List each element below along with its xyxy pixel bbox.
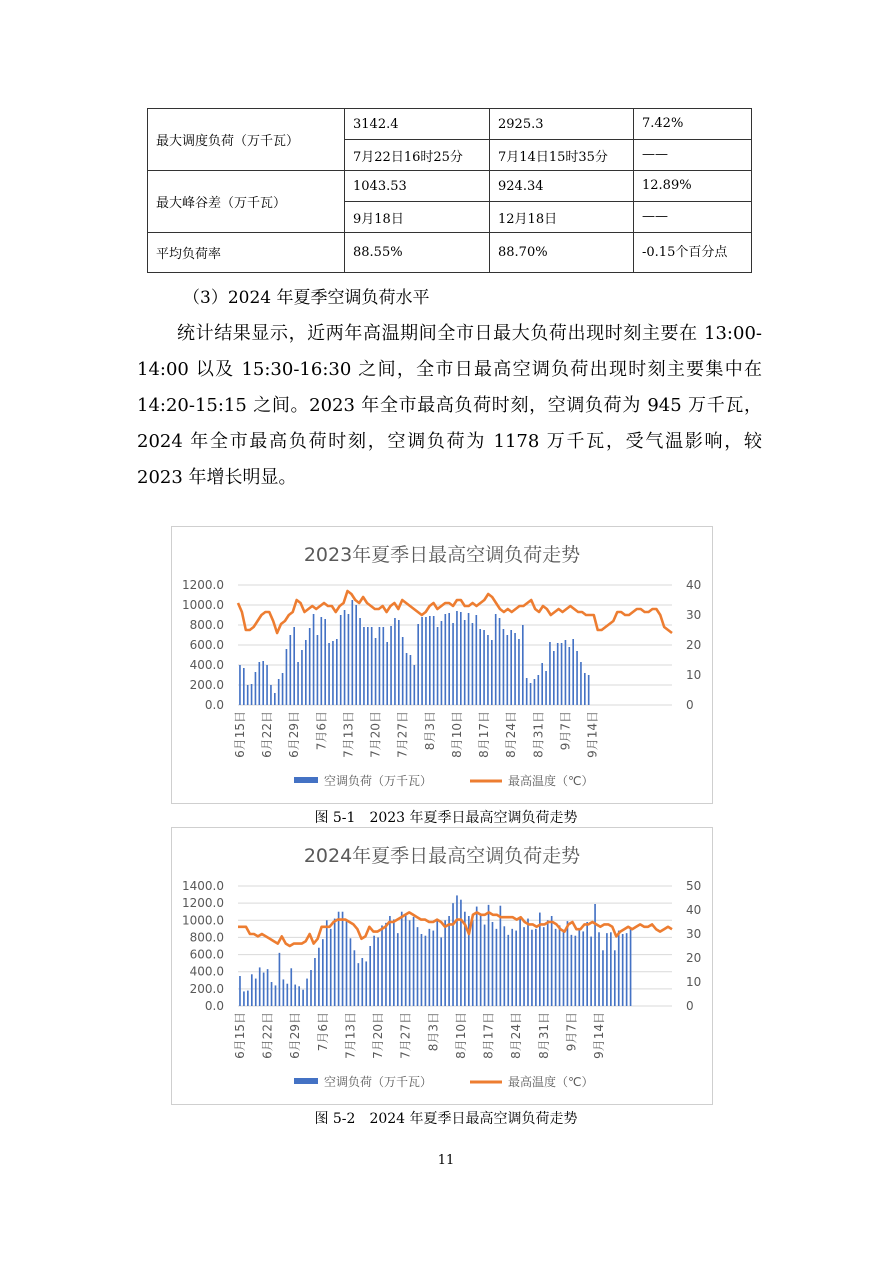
bar-mark xyxy=(488,905,490,1006)
bar-mark xyxy=(452,623,454,705)
table-row xyxy=(148,109,752,140)
bar-mark xyxy=(317,635,319,705)
x-tick-label: 8月17日 xyxy=(481,1012,496,1059)
bar-mark xyxy=(359,618,361,705)
y-left-tick-label: 0.0 xyxy=(204,698,224,712)
x-tick-label: 8月31日 xyxy=(531,711,546,758)
bar-mark xyxy=(301,650,303,705)
bar-mark xyxy=(598,932,600,1006)
bar-mark xyxy=(355,605,357,705)
bar-mark xyxy=(330,929,332,1006)
bar-mark xyxy=(495,614,497,705)
bar-mark xyxy=(239,976,241,1006)
x-tick-label: 8月3日 xyxy=(426,1012,441,1052)
bar-mark xyxy=(464,620,466,705)
bar-mark xyxy=(286,984,288,1006)
y-right-tick-label: 30 xyxy=(686,927,702,941)
y-right-tick-label: 20 xyxy=(686,638,702,652)
y-right-tick-label: 0 xyxy=(686,999,694,1013)
bar-mark xyxy=(551,916,553,1006)
bar-mark xyxy=(630,929,632,1006)
x-tick-label: 7月27日 xyxy=(395,711,410,758)
x-tick-label: 8月3日 xyxy=(422,711,437,751)
x-tick-label: 7月27日 xyxy=(398,1012,413,1059)
bar-mark xyxy=(243,668,245,705)
bar-mark xyxy=(602,950,604,1006)
bar-mark xyxy=(340,615,342,705)
bar-mark xyxy=(421,934,423,1006)
x-tick-label: 6月29日 xyxy=(287,711,302,758)
bar-mark xyxy=(580,662,582,705)
bar-mark xyxy=(432,931,434,1006)
bar-mark xyxy=(324,619,326,705)
bar-mark xyxy=(358,963,360,1006)
x-tick-label: 7月6日 xyxy=(314,711,329,751)
bar-mark xyxy=(290,968,292,1006)
bar-mark xyxy=(402,637,404,705)
chart-2024 xyxy=(171,827,713,1105)
bar-mark xyxy=(518,639,520,705)
bar-mark xyxy=(267,969,269,1006)
bar-mark xyxy=(571,935,573,1006)
bar-mark xyxy=(239,665,241,705)
bar-mark xyxy=(377,937,379,1006)
bar-mark xyxy=(567,921,569,1006)
bar-mark xyxy=(535,929,537,1006)
bar-mark xyxy=(302,990,304,1006)
bar-mark xyxy=(500,906,502,1006)
bar-mark xyxy=(305,640,307,705)
chart-2024-svg xyxy=(172,828,712,1104)
y-left-tick-label: 0.0 xyxy=(204,999,224,1013)
bar-mark xyxy=(547,920,549,1006)
table-cell: 7.42% xyxy=(634,109,752,140)
bar-mark xyxy=(543,927,545,1006)
bar-mark xyxy=(527,919,529,1006)
bar-mark xyxy=(563,931,565,1006)
bar-mark xyxy=(526,678,528,705)
bar-mark xyxy=(531,930,533,1006)
bar-mark xyxy=(320,617,322,705)
x-tick-label: 6月29日 xyxy=(288,1012,303,1059)
bar-mark xyxy=(553,651,555,705)
table-cell: 12月18日 xyxy=(490,202,634,233)
bar-mark xyxy=(313,614,315,705)
table-cell: —— xyxy=(634,140,752,171)
y-right-tick-label: 40 xyxy=(686,903,702,917)
bar-mark xyxy=(522,625,524,705)
x-tick-label: 6月15日 xyxy=(232,711,247,758)
page-number: 11 xyxy=(437,1153,455,1168)
bar-mark xyxy=(578,929,580,1006)
x-tick-label: 8月17日 xyxy=(477,711,492,758)
bar-mark xyxy=(309,628,311,705)
bar-mark xyxy=(614,950,616,1006)
bar-mark xyxy=(491,640,493,705)
bar-mark xyxy=(283,979,285,1006)
bar-mark xyxy=(610,932,612,1006)
x-tick-label: 8月31日 xyxy=(536,1012,551,1059)
bar-mark xyxy=(298,986,300,1006)
bar-mark xyxy=(559,925,561,1006)
bar-mark xyxy=(484,925,486,1006)
bar-mark xyxy=(530,683,532,705)
table-cell: 1043.53 xyxy=(345,171,490,202)
row-label: 最大调度负荷（万千瓦） xyxy=(148,109,345,171)
table-cell: 3142.4 xyxy=(345,109,490,140)
bar-mark xyxy=(496,929,498,1006)
bar-mark xyxy=(282,673,284,705)
bar-mark xyxy=(409,920,411,1006)
bar-mark xyxy=(286,649,288,705)
y-left-tick-label: 400.0 xyxy=(189,964,224,979)
x-tick-label: 9月14日 xyxy=(585,711,600,758)
legend-label-temperature: 最高温度（℃） xyxy=(508,1075,594,1089)
bar-mark xyxy=(444,614,446,705)
bar-mark xyxy=(541,663,543,705)
bar-mark xyxy=(584,673,586,705)
bar-mark xyxy=(425,936,427,1006)
y-right-tick-label: 30 xyxy=(686,608,702,622)
y-right-tick-label: 10 xyxy=(686,975,702,989)
chart-title: 2023年夏季日最高空调负荷走势 xyxy=(303,544,581,566)
bar-mark xyxy=(575,936,577,1006)
bar-mark xyxy=(369,946,371,1006)
x-tick-label: 7月13日 xyxy=(343,1012,358,1059)
bar-mark xyxy=(503,629,505,705)
bar-mark xyxy=(243,991,245,1006)
bar-mark xyxy=(452,903,454,1006)
bar-mark xyxy=(318,948,320,1006)
table-row xyxy=(148,233,752,273)
row-label: 平均负荷率 xyxy=(148,233,345,273)
y-right-tick-label: 20 xyxy=(686,951,702,965)
bar-mark xyxy=(397,933,399,1006)
bar-mark xyxy=(310,970,312,1006)
bar-mark xyxy=(413,917,415,1006)
bar-mark xyxy=(344,610,346,705)
bar-mark xyxy=(361,958,363,1006)
bar-mark xyxy=(348,614,350,705)
bar-mark xyxy=(367,627,369,705)
bar-mark xyxy=(328,643,330,705)
bar-mark xyxy=(271,982,273,1006)
bar-mark xyxy=(436,920,438,1006)
bar-mark xyxy=(429,616,431,705)
bar-mark xyxy=(365,961,367,1006)
bar-mark xyxy=(342,912,344,1006)
bar-mark xyxy=(338,912,340,1006)
bar-mark xyxy=(534,679,536,705)
bar-mark xyxy=(606,933,608,1006)
body-paragraph: 统计结果显示，近两年高温期间全市日最大负荷出现时刻主要在 13:00-14:00 以及 15:30-16:30 之间，全市日最高空调负荷出现时刻主要集中在 14:20-15:15 之间。2023 年全市最高负荷时刻，空调负荷为 945 万千瓦，2024 年全市最高负荷时刻，空调负荷为 1178 万千瓦，受气温影响，较 2023 年增长明显。 xyxy=(137,323,762,488)
section-heading: （3）2024 年夏季空调负荷水平 xyxy=(183,288,430,308)
bar-mark xyxy=(375,638,377,705)
bar-mark xyxy=(394,618,396,705)
bar-mark xyxy=(511,929,513,1006)
bar-mark xyxy=(499,618,501,705)
bar-mark xyxy=(351,600,353,705)
y-left-tick-label: 1400.0 xyxy=(182,879,224,893)
bar-mark xyxy=(247,991,249,1006)
bar-mark xyxy=(476,907,478,1006)
bar-mark xyxy=(590,937,592,1006)
bar-mark xyxy=(523,927,525,1006)
bar-mark xyxy=(332,641,334,705)
legend-label-load: 空调负荷（万千瓦） xyxy=(324,774,433,788)
chart-2023-svg xyxy=(172,527,712,803)
bar-mark xyxy=(262,661,264,705)
bar-mark xyxy=(258,662,260,705)
bar-mark xyxy=(336,639,338,705)
bar-mark xyxy=(251,684,253,705)
bar-mark xyxy=(275,985,277,1006)
y-left-tick-label: 400.0 xyxy=(189,658,224,672)
bar-mark xyxy=(350,938,352,1006)
bar-mark xyxy=(456,611,458,705)
x-tick-label: 6月22日 xyxy=(260,1012,275,1059)
figure-caption-5-1: 图 5-1 2023 年夏季日最高空调负荷走势 xyxy=(314,810,578,826)
bar-mark xyxy=(417,927,419,1006)
table-cell: —— xyxy=(634,202,752,233)
bar-mark xyxy=(386,642,388,705)
bar-mark xyxy=(475,615,477,705)
x-tick-label: 7月6日 xyxy=(315,1012,330,1052)
bar-mark xyxy=(425,617,427,705)
bar-mark xyxy=(568,647,570,705)
bar-mark xyxy=(537,675,539,705)
table-cell: 88.55% xyxy=(345,233,490,273)
bar-mark xyxy=(389,916,391,1006)
bar-mark xyxy=(382,627,384,705)
x-tick-label: 9月7日 xyxy=(564,1012,579,1052)
table-cell: 9月18日 xyxy=(345,202,490,233)
bar-mark xyxy=(354,950,356,1006)
y-left-tick-label: 1200.0 xyxy=(182,896,224,911)
x-tick-label: 7月13日 xyxy=(341,711,356,758)
x-tick-label: 8月24日 xyxy=(504,711,519,758)
y-left-tick-label: 1000.0 xyxy=(182,598,224,612)
bar-mark xyxy=(322,939,324,1006)
bar-mark xyxy=(406,653,408,705)
bar-mark xyxy=(456,895,458,1006)
bar-mark xyxy=(401,912,403,1006)
y-left-tick-label: 1000.0 xyxy=(182,913,224,928)
y-left-tick-label: 600.0 xyxy=(189,638,224,652)
chart-title: 2024年夏季日最高空调负荷走势 xyxy=(303,845,581,867)
bar-mark xyxy=(390,626,392,705)
bar-mark xyxy=(510,630,512,705)
bar-mark xyxy=(429,929,431,1006)
row-label: 最大峰谷差（万千瓦） xyxy=(148,171,345,233)
y-left-tick-label: 1200.0 xyxy=(182,578,224,592)
bar-mark xyxy=(417,624,419,705)
bar-mark xyxy=(293,627,295,705)
bar-mark xyxy=(413,665,415,705)
y-right-tick-label: 0 xyxy=(686,698,694,712)
legend-swatch-load xyxy=(294,1078,318,1084)
temperature-line xyxy=(238,591,672,633)
bar-mark xyxy=(421,617,423,705)
table-cell: 7月22日16时25分 xyxy=(345,140,490,171)
bar-mark xyxy=(576,651,578,705)
bar-mark xyxy=(572,639,574,705)
x-tick-label: 9月7日 xyxy=(558,711,573,751)
bar-mark xyxy=(410,655,412,705)
bar-mark xyxy=(479,629,481,705)
table-cell: -0.15个百分点 xyxy=(634,233,752,273)
y-left-tick-label: 800.0 xyxy=(189,930,224,945)
bar-mark xyxy=(278,679,280,705)
bar-mark xyxy=(460,900,462,1006)
bar-mark xyxy=(545,671,547,705)
bar-mark xyxy=(480,913,482,1006)
bar-mark xyxy=(373,936,375,1006)
chart-2023 xyxy=(171,526,713,804)
table-cell: 2925.3 xyxy=(490,109,634,140)
bar-mark xyxy=(506,635,508,705)
y-left-tick-label: 200.0 xyxy=(189,678,224,692)
x-tick-label: 9月14日 xyxy=(592,1012,607,1059)
x-tick-label: 7月20日 xyxy=(368,711,383,758)
bar-mark xyxy=(437,627,439,705)
bar-mark xyxy=(294,985,296,1006)
bar-mark xyxy=(306,979,308,1006)
table-cell: 7月14日15时35分 xyxy=(490,140,634,171)
x-tick-label: 6月22日 xyxy=(260,711,275,758)
bar-mark xyxy=(460,612,462,705)
bar-mark xyxy=(263,973,265,1006)
bar-mark xyxy=(381,925,383,1006)
bar-mark xyxy=(398,620,400,705)
bar-mark xyxy=(487,635,489,705)
bar-mark xyxy=(371,627,373,705)
bar-mark xyxy=(334,919,336,1006)
bar-mark xyxy=(274,693,276,705)
bar-mark xyxy=(255,672,257,705)
x-tick-label: 8月24日 xyxy=(509,1012,524,1059)
bar-mark xyxy=(555,929,557,1006)
y-left-tick-label: 800.0 xyxy=(189,618,224,632)
x-tick-label: 7月20日 xyxy=(371,1012,386,1059)
bar-mark xyxy=(441,621,443,705)
legend-label-temperature: 最高温度（℃） xyxy=(508,774,594,788)
bar-mark xyxy=(255,979,257,1006)
table-cell: 88.70% xyxy=(490,233,634,273)
bar-mark xyxy=(468,613,470,705)
bar-mark xyxy=(622,934,624,1006)
bar-mark xyxy=(515,931,517,1006)
y-right-tick-label: 10 xyxy=(686,668,702,682)
bar-mark xyxy=(626,933,628,1006)
bar-mark xyxy=(363,627,365,705)
bar-mark xyxy=(582,931,584,1006)
bar-mark xyxy=(448,613,450,705)
bar-mark xyxy=(549,642,551,705)
bar-mark xyxy=(448,916,450,1006)
bar-mark xyxy=(251,974,253,1006)
bar-mark xyxy=(266,665,268,705)
bar-mark xyxy=(492,922,494,1006)
bar-mark xyxy=(519,919,521,1006)
bar-mark xyxy=(405,915,407,1006)
table-cell: 924.34 xyxy=(490,171,634,202)
y-right-tick-label: 40 xyxy=(686,578,702,592)
legend-label-load: 空调负荷（万千瓦） xyxy=(324,1075,433,1089)
bar-mark xyxy=(289,635,291,705)
x-tick-label: 6月15日 xyxy=(232,1012,247,1059)
legend-swatch-load xyxy=(294,777,318,783)
bar-mark xyxy=(594,904,596,1006)
bar-mark xyxy=(433,616,435,705)
bar-mark xyxy=(379,627,381,705)
y-right-tick-label: 50 xyxy=(686,879,702,893)
bar-mark xyxy=(586,922,588,1006)
y-left-tick-label: 600.0 xyxy=(189,947,224,962)
x-tick-label: 8月10日 xyxy=(453,1012,468,1059)
bar-mark xyxy=(514,633,516,705)
bar-mark xyxy=(393,919,395,1006)
bar-mark xyxy=(259,967,261,1006)
bar-mark xyxy=(346,920,348,1006)
table-cell: 12.89% xyxy=(634,171,752,202)
bar-mark xyxy=(444,920,446,1006)
bar-mark xyxy=(588,675,590,705)
bar-mark xyxy=(557,643,559,705)
load-stats-table xyxy=(147,108,752,273)
bar-mark xyxy=(247,685,249,705)
y-left-tick-label: 200.0 xyxy=(189,981,224,996)
x-tick-label: 8月10日 xyxy=(449,711,464,758)
bar-mark xyxy=(297,662,299,705)
bar-mark xyxy=(385,923,387,1006)
bar-mark xyxy=(483,630,485,705)
bar-mark xyxy=(472,623,474,705)
bar-mark xyxy=(440,937,442,1006)
figure-caption-5-2: 图 5-2 2024 年夏季日最高空调负荷走势 xyxy=(314,1111,578,1127)
bar-mark xyxy=(503,926,505,1006)
bar-mark xyxy=(326,920,328,1006)
bar-mark xyxy=(507,935,509,1006)
bar-mark xyxy=(472,920,474,1006)
bar-mark xyxy=(270,685,272,705)
bar-mark xyxy=(561,643,563,705)
bar-mark xyxy=(279,953,281,1006)
bar-mark xyxy=(314,958,316,1006)
bar-mark xyxy=(565,640,567,705)
bar-mark xyxy=(618,931,620,1006)
table-row xyxy=(148,171,752,202)
